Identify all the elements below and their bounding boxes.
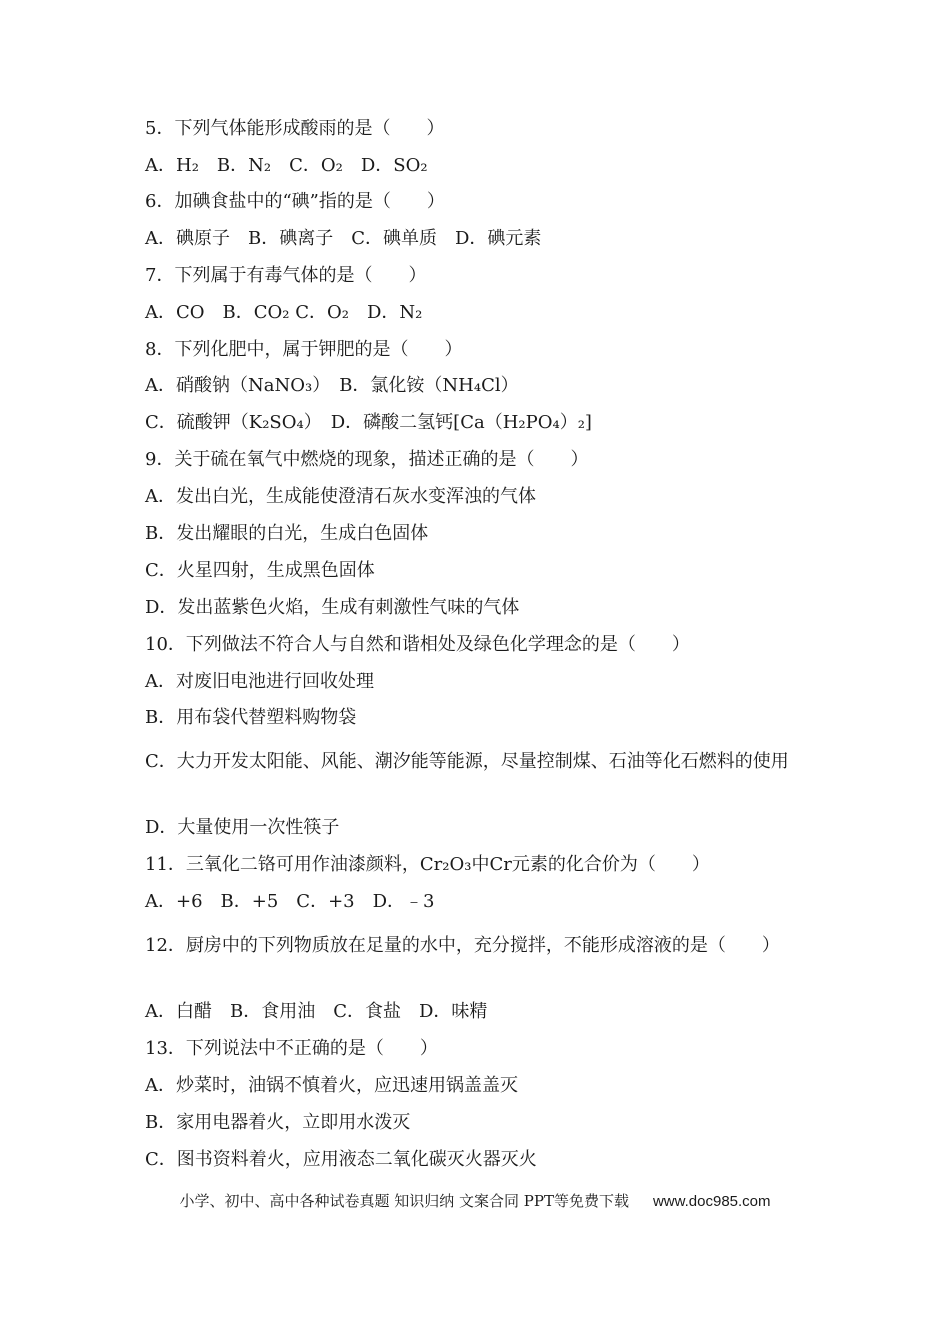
options-7: A．CO B．CO₂ C．O₂ D．N₂ xyxy=(145,302,423,323)
option-9-a: A．发出白光，生成能使澄清石灰水变浑浊的气体 xyxy=(145,486,536,507)
option-10-b: B．用布袋代替塑料购物袋 xyxy=(145,707,357,728)
option-13-a: A．炒菜时，油锅不慎着火，应迅速用锅盖盖灭 xyxy=(145,1075,518,1096)
question-13: 13．下列说法中不正确的是（ ） xyxy=(145,1038,438,1059)
footer-url[interactable]: www.doc985.com xyxy=(652,1193,771,1210)
question-5: 5．下列气体能形成酸雨的是（ ） xyxy=(145,118,445,139)
question-12: 12．厨房中的下列物质放在足量的水中，充分搅拌，不能形成溶液的是（ ） xyxy=(145,935,780,956)
question-10: 10．下列做法不符合人与自然和谐相处及绿色化学理念的是（ ） xyxy=(145,634,690,655)
question-6: 6．加碘食盐中的“碘”指的是（ ） xyxy=(145,191,445,212)
question-11: 11．三氧化二铬可用作油漆颜料，Cr₂O₃中Cr元素的化合价为（ ） xyxy=(145,854,710,875)
options-5: A．H₂ B．N₂ C．O₂ D．SO₂ xyxy=(145,155,428,176)
option-13-b: B．家用电器着火，立即用水泼灭 xyxy=(145,1112,411,1133)
option-13-c: C．图书资料着火，应用液态二氧化碳灭火器灭火 xyxy=(145,1149,537,1170)
question-7: 7．下列属于有毒气体的是（ ） xyxy=(145,265,427,286)
question-8: 8．下列化肥中，属于钾肥的是（ ） xyxy=(145,339,463,360)
question-9: 9．关于硫在氧气中燃烧的现象，描述正确的是（ ） xyxy=(145,449,589,470)
option-10-a: A．对废旧电池进行回收处理 xyxy=(145,671,374,692)
options-8-cd: C．硫酸钾（K₂SO₄） D．磷酸二氢钙[Ca（H₂PO₄）₂] xyxy=(145,412,592,433)
options-8-ab: A．硝酸钠（NaNO₃） B．氯化铵（NH₄Cl） xyxy=(145,375,519,396)
footer-text: 小学、初中、高中各种试卷真题 知识归纳 文案合同 PPT等免费下载 xyxy=(179,1192,629,1210)
options-6: A．碘原子 B．碘离子 C．碘单质 D．碘元素 xyxy=(145,228,542,249)
options-11: A．+6 B．+5 C．+3 D．﹣3 xyxy=(145,891,435,912)
page-footer xyxy=(0,1190,950,1213)
option-9-c: C．火星四射，生成黑色固体 xyxy=(145,560,375,581)
option-10-d: D．大量使用一次性筷子 xyxy=(145,817,340,838)
option-9-b: B．发出耀眼的白光，生成白色固体 xyxy=(145,523,429,544)
option-10-c: C．大力开发太阳能、风能、潮汐能等能源，尽量控制煤、石油等化石燃料的使用 xyxy=(145,751,789,772)
option-9-d: D．发出蓝紫色火焰，生成有刺激性气味的气体 xyxy=(145,597,520,618)
options-12: A．白醋 B．食用油 C．食盐 D．味精 xyxy=(145,1001,488,1022)
